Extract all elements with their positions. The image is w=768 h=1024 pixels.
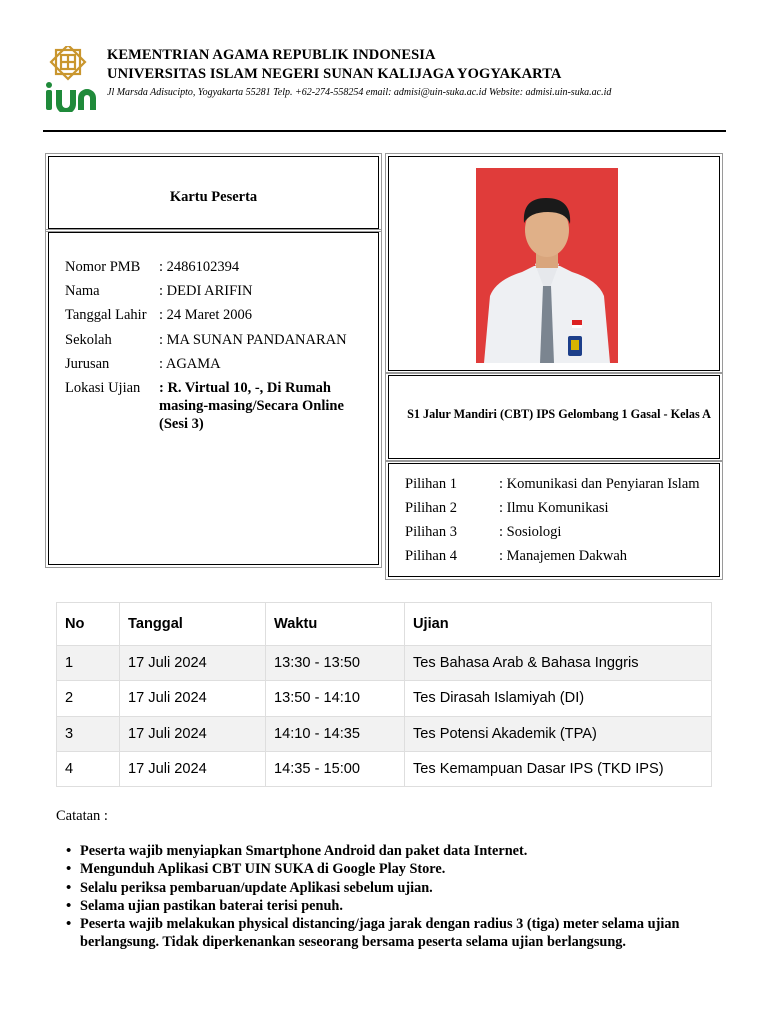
university-name: UNIVERSITAS ISLAM NEGERI SUNAN KALIJAGA YOGYAKARTA xyxy=(107,66,562,82)
field-jurusan: Jurusan : AGAMA xyxy=(65,355,221,372)
notes-list xyxy=(80,842,720,952)
field-tanggal-lahir: Tanggal Lahir : 24 Maret 2006 xyxy=(65,307,253,324)
university-address: Jl Marsda Adisucipto, Yogyakarta 55281 Telp. +62-274-558254 email: admisi@uin-suka.ac.id Website: admisi.uin-suka.ac.id xyxy=(107,87,612,98)
list-item: • Peserta wajib melakukan physical distancing/jaga jarak dengan radius 3 (tiga) meter selama ujian berlangsung. Tidak diperkenankan seseorang bersama peserta selama ujian berlangsung. xyxy=(80,915,720,952)
table-row: 3 17 Juli 2024 14:10 - 14:35 Tes Potensi Akademik (TPA) xyxy=(57,716,712,751)
uin-logo-icon xyxy=(44,46,96,112)
photo-box xyxy=(385,153,723,374)
program-name: S1 Jalur Mandiri (CBT) IPS Gelombang 1 Gasal - Kelas A xyxy=(407,407,711,421)
letterhead xyxy=(44,44,726,114)
card-title: Kartu Peserta xyxy=(169,189,258,205)
program-box xyxy=(385,372,723,462)
list-item: • Peserta wajib menyiapkan Smartphone Android dan paket data Internet. xyxy=(80,842,720,860)
pilihan-list xyxy=(405,472,700,568)
field-sekolah: Sekolah : MA SUNAN PANDANARAN xyxy=(65,331,347,348)
header-tanggal: Tanggal xyxy=(120,603,266,646)
table-row: 1 17 Juli 2024 13:30 - 13:50 Tes Bahasa Arab & Bahasa Inggris xyxy=(57,646,712,681)
pilihan-row: Pilihan 4 : Manajemen Dakwah xyxy=(405,548,628,564)
header-divider xyxy=(43,130,726,132)
pilihan-box xyxy=(385,460,723,580)
notes-title: Catatan : xyxy=(56,808,108,824)
pilihan-row: Pilihan 2 : Ilmu Komunikasi xyxy=(405,500,609,516)
header-waktu: Waktu xyxy=(266,603,405,646)
pilihan-row: Pilihan 1 : Komunikasi dan Penyiaran Islam xyxy=(405,476,700,492)
participant-info-box xyxy=(45,229,382,568)
field-nomor-pmb: Nomor PMB : 2486102394 xyxy=(65,259,240,275)
exam-schedule-table xyxy=(56,602,712,787)
list-item: • Mengunduh Aplikasi CBT UIN SUKA di Google Play Store. xyxy=(80,860,720,878)
list-item: • Selama ujian pastikan baterai terisi penuh. xyxy=(80,897,720,915)
card-title-box xyxy=(45,153,382,232)
pilihan-row: Pilihan 3 : Sosiologi xyxy=(405,524,562,540)
list-item: • Selalu periksa pembaruan/update Aplikasi sebelum ujian. xyxy=(80,879,720,897)
table-header-row xyxy=(57,603,712,646)
participant-info xyxy=(65,255,357,433)
header-no: No xyxy=(57,603,120,646)
table-row: 2 17 Juli 2024 13:50 - 14:10 Tes Dirasah Islamiyah (DI) xyxy=(57,681,712,716)
participant-photo xyxy=(476,168,618,363)
ministry-name: KEMENTRIAN AGAMA REPUBLIK INDONESIA xyxy=(107,47,436,63)
field-nama: Nama : DEDI ARIFIN xyxy=(65,283,253,300)
field-lokasi-ujian: Lokasi Ujian : R. Virtual 10, -, Di Rumah masing-masing/Secara Online (Sesi 3) xyxy=(65,380,344,433)
header-ujian: Ujian xyxy=(405,603,712,646)
table-row: 4 17 Juli 2024 14:35 - 15:00 Tes Kemampuan Dasar IPS (TKD IPS) xyxy=(57,751,712,786)
